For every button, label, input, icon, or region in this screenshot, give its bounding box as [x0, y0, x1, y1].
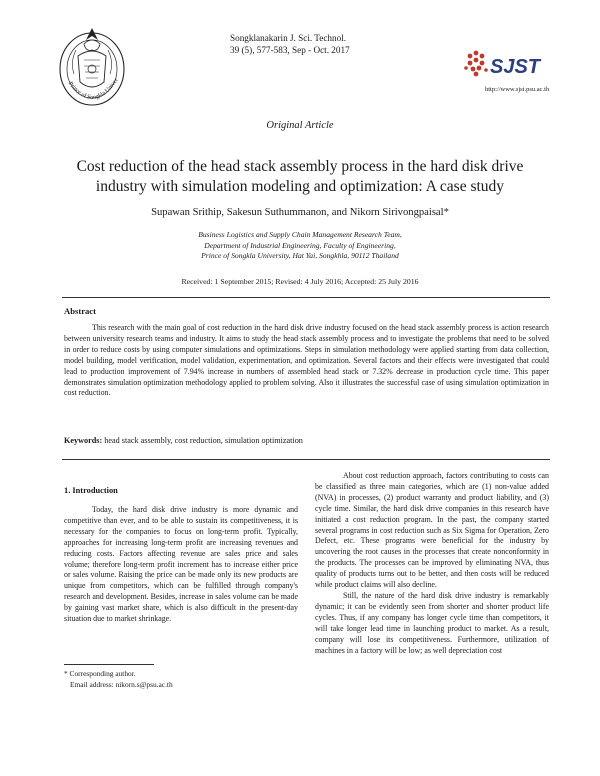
- authors: Supawan Srithip, Sakesun Suthummanon, and Nikorn Sirivongpaisal*: [151, 207, 449, 218]
- journal-volume: 39 (5), 577-583, Sep - Oct. 2017: [230, 45, 350, 55]
- paper-title: Cost reduction of the head stack assembly process in the hard disk drive industry with simulation modeling and optimization: A case study: [76, 158, 524, 195]
- journal-name: Songklanakarin J. Sci. Technol.: [230, 33, 347, 43]
- seal-text: Prince of Songkla Univer: [66, 76, 120, 102]
- paragraph: Still, the nature of the hard disk drive industry is remarkably dynamic; it can be evidently seen from shorter and shorter product life cycles. Thus, if any company has longer cycle time than competitors, it will take longer lead time in launching product to market. As a result, company will lose its competitiveness. Furthermore, utilization of machines in a factory will be low; as well depreciation cost: [315, 590, 549, 655]
- section-heading-introduction: 1. Introduction: [64, 486, 118, 495]
- affiliation-line: Department of Industrial Engineering, Faculty of Engineering,: [204, 240, 396, 250]
- paragraph: About cost reduction approach, factors contributing to costs can be classified as three main categories, which are (1) non-value added (NVA) in processes, (2) product warranty and product liability, and (3) cycle time. Similar, the hard disk drive companies in this research have initiated a cost reduction program. In the past, the company started several programs in cost reduction such as Six Sigma for Operation, Zero Defect, etc. These programs were beneficial for the industry by uncovering the root causes in the processes that create nonconformity in the products. The processes can be improved by eliminating NVA, thus quality of products turns out to be better, and then costs will be reduced while product claims will also decline.: [315, 471, 549, 590]
- paragraph: Today, the hard disk drive industry is more dynamic and competitive than ever, and to be able to sustain its competitiveness, it is necessary for the companies to focus on long-term profit. Typically, approaches for increasing long-term profit are increasing revenues and reducing costs. Factors affecting revenue are sales price and sales volume; therefore long-term profit increment has to increase either price or sales volume. Raising the price can be made only its new products are unique from competitors, which can be fulfilled through company's research and development. Besides, increase in sales volume can be made by gaining vast market share, which is also difficult in the present-day situation due to market shrinkage.: [64, 505, 298, 624]
- university-seal: [54, 22, 130, 112]
- journal-url[interactable]: http://www.sjst.psu.ac.th: [485, 86, 550, 93]
- article-type: Original Article: [266, 120, 334, 131]
- keywords-label: Keywords:: [64, 436, 103, 445]
- seal-icon: [54, 22, 130, 112]
- abstract-bottom-divider: [62, 459, 550, 460]
- left-column: [64, 505, 298, 625]
- sjst-logo: [462, 46, 552, 84]
- right-column: [315, 471, 549, 656]
- abstract-top-divider: [62, 297, 550, 298]
- email-address[interactable]: Email address: nikorn.s@psu.ac.th: [70, 680, 173, 689]
- footnote: [64, 668, 173, 690]
- logo-text: SJST: [490, 56, 541, 78]
- abstract-heading: Abstract: [64, 306, 96, 316]
- footnote-divider: [64, 664, 154, 665]
- affiliation-line: Prince of Songkla University, Hat Yai, Songkhla, 90112 Thailand: [201, 251, 399, 261]
- logo-dots-icon: [464, 51, 488, 77]
- journal-citation: [230, 32, 350, 56]
- affiliation-line: Business Logistics and Supply Chain Management Research Team,: [198, 230, 402, 239]
- corresponding-author: * Corresponding author.: [64, 669, 136, 678]
- keywords-text: head stack assembly, cost reduction, simulation optimization: [102, 436, 303, 445]
- keywords: [64, 436, 549, 445]
- received-dates: Received: 1 September 2015; Revised: 4 July 2016; Accepted: 25 July 2016: [181, 277, 419, 286]
- affiliation: [60, 230, 540, 262]
- abstract-text: This research with the main goal of cost reduction in the hard disk drive industry focused on the head stack assembly process is action research between university research teams and industry. It aims to study the head stack assembly process and to investigate the problems that need to be solved in order to reduce costs by using computer simulations and optimizations. Steps in simulation methodology were applied starting from data collection, model building, model verification, model validation, experimentation, and optimization. Several factors and their effects were investigated that could lead to production improvement of 7.94% increase in numbers of assembled head stack or 7.32% decrease in production cycle time. This paper demonstrates simulation optimization methodology applied to problem solving. Also it illustrates the successful case of using simulation optimization in cost reduction.: [64, 323, 549, 398]
